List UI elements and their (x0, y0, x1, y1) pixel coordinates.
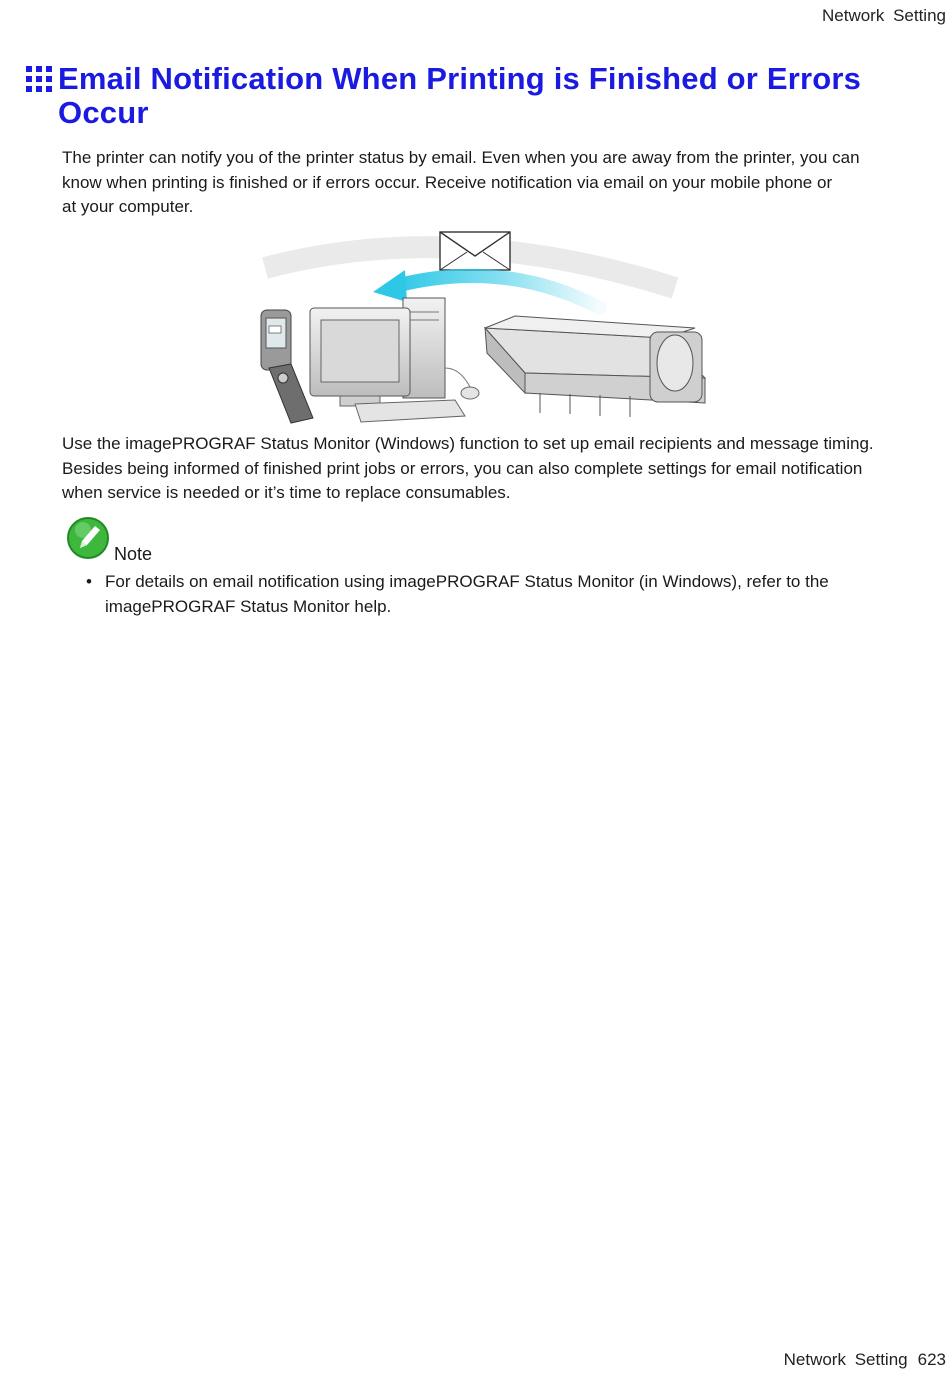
pencil-note-icon (66, 516, 110, 560)
note-label: Note (114, 544, 153, 564)
envelope-icon (440, 232, 510, 270)
footer-section: Network Setting (783, 1350, 908, 1369)
page-footer (784, 1350, 946, 1370)
mobile-phone-icon (261, 310, 313, 423)
note-text-line: For details on email notification using imagePROGRAF Status Monitor (in Windows), refer to the (105, 572, 829, 591)
intro-line: know when printing is finished or if errors occur. Receive notification via email on your mobile phone or (62, 172, 833, 192)
intro-paragraph (62, 146, 902, 220)
note-text-line: imagePROGRAF Status Monitor help. (105, 596, 392, 616)
grid-icon (26, 66, 52, 92)
page-number: 623 (917, 1350, 946, 1369)
note-list (86, 570, 886, 619)
body-line: Besides being informed of finished print jobs or errors, you can also complete settings for email notification (62, 458, 863, 478)
title-line-1: Email Notification When Printing is Finished or Errors (58, 61, 862, 96)
page-title (58, 62, 906, 130)
intro-line: The printer can notify you of the printer status by email. Even when you are away from the printer, you can (62, 148, 860, 167)
running-header: Network Setting (822, 6, 946, 25)
desktop-computer-icon (310, 298, 479, 422)
intro-line: at your computer. (62, 197, 194, 216)
title-line-2: Occur (58, 95, 149, 130)
email-notification-illustration (255, 228, 710, 428)
body-line: when service is needed or it’s time to replace consumables. (62, 483, 511, 502)
section-heading (26, 62, 906, 130)
body-line: Use the imagePROGRAF Status Monitor (Windows) function to set up email recipients and message timing. (62, 434, 874, 453)
list-item (86, 570, 886, 619)
bullet: • (86, 572, 92, 591)
body-paragraph (62, 432, 902, 506)
large-format-printer-icon (485, 316, 705, 417)
